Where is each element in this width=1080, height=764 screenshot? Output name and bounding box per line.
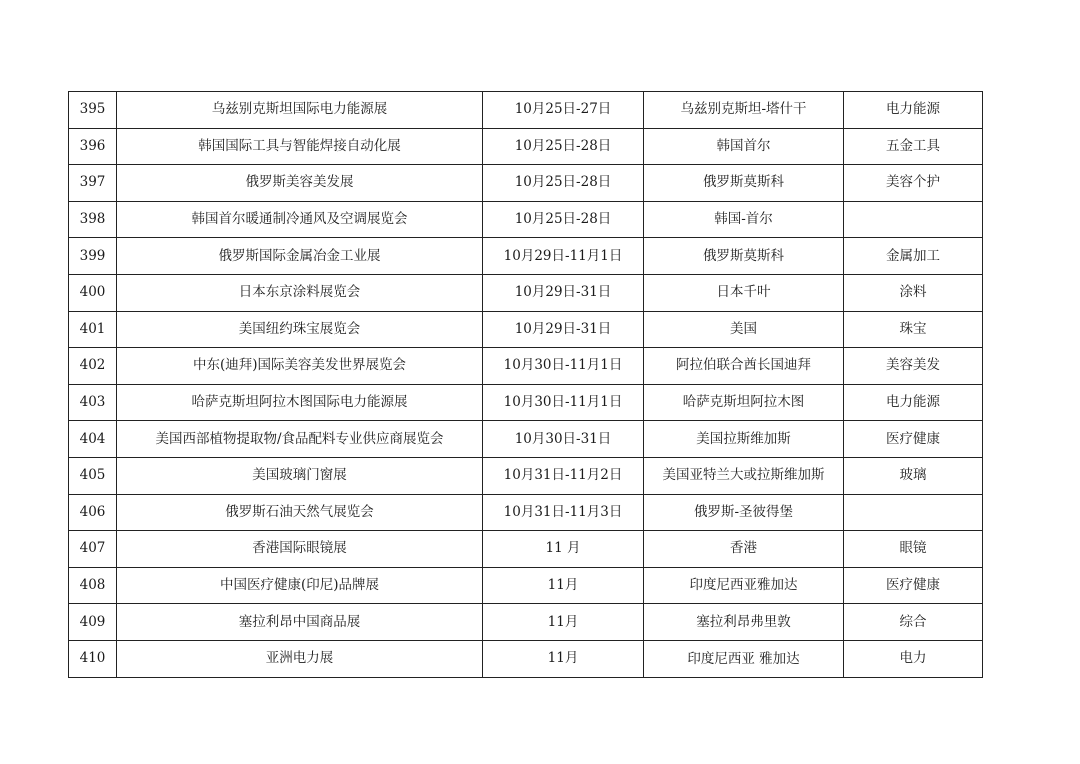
exhibition-name: 俄罗斯石油天然气展览会 xyxy=(117,494,483,531)
exhibition-name: 韩国首尔暖通制冷通风及空调展览会 xyxy=(117,201,483,238)
exhibition-table xyxy=(68,91,983,678)
exhibition-location: 印度尼西亚雅加达 xyxy=(644,567,844,604)
exhibition-location: 日本千叶 xyxy=(644,274,844,311)
exhibition-date: 10月29日-11月1日 xyxy=(483,238,644,275)
exhibition-location: 美国拉斯维加斯 xyxy=(644,421,844,458)
row-number: 401 xyxy=(69,311,117,348)
row-number: 402 xyxy=(69,348,117,385)
exhibition-location: 哈萨克斯坦阿拉木图 xyxy=(644,384,844,421)
exhibition-date: 10月25日-28日 xyxy=(483,201,644,238)
exhibition-location: 阿拉伯联合酋长国迪拜 xyxy=(644,348,844,385)
exhibition-name: 中国医疗健康(印尼)品牌展 xyxy=(117,567,483,604)
exhibition-date: 10月30日-31日 xyxy=(483,421,644,458)
exhibition-category: 美容个护 xyxy=(844,165,983,202)
exhibition-name: 韩国国际工具与智能焊接自动化展 xyxy=(117,128,483,165)
exhibition-date: 10月25日-28日 xyxy=(483,128,644,165)
exhibition-name: 日本东京涂料展览会 xyxy=(117,274,483,311)
row-number: 398 xyxy=(69,201,117,238)
row-number: 400 xyxy=(69,274,117,311)
row-number: 404 xyxy=(69,421,117,458)
table-row xyxy=(69,128,983,165)
row-number: 407 xyxy=(69,531,117,568)
row-number: 395 xyxy=(69,92,117,129)
exhibition-category: 珠宝 xyxy=(844,311,983,348)
exhibition-date: 10月30日-11月1日 xyxy=(483,348,644,385)
row-number: 397 xyxy=(69,165,117,202)
exhibition-date: 11月 xyxy=(483,640,644,677)
exhibition-name: 亚洲电力展 xyxy=(117,640,483,677)
exhibition-category: 医疗健康 xyxy=(844,421,983,458)
exhibition-location: 香港 xyxy=(644,531,844,568)
exhibition-name: 美国西部植物提取物/食品配料专业供应商展览会 xyxy=(117,421,483,458)
exhibition-category: 金属加工 xyxy=(844,238,983,275)
row-number: 405 xyxy=(69,457,117,494)
row-number: 399 xyxy=(69,238,117,275)
exhibition-date: 11月 xyxy=(483,604,644,641)
exhibition-table-body xyxy=(69,92,983,678)
table-row xyxy=(69,165,983,202)
exhibition-category xyxy=(844,201,983,238)
exhibition-name: 乌兹别克斯坦国际电力能源展 xyxy=(117,92,483,129)
exhibition-name: 香港国际眼镜展 xyxy=(117,531,483,568)
exhibition-name: 俄罗斯美容美发展 xyxy=(117,165,483,202)
exhibition-category: 涂料 xyxy=(844,274,983,311)
table-row xyxy=(69,640,983,677)
exhibition-location: 俄罗斯莫斯科 xyxy=(644,165,844,202)
exhibition-category: 电力能源 xyxy=(844,92,983,129)
row-number: 406 xyxy=(69,494,117,531)
exhibition-name: 美国玻璃门窗展 xyxy=(117,457,483,494)
exhibition-location: 乌兹别克斯坦-塔什干 xyxy=(644,92,844,129)
table-row xyxy=(69,201,983,238)
table-row xyxy=(69,92,983,129)
table-row xyxy=(69,457,983,494)
table-row xyxy=(69,348,983,385)
exhibition-date: 10月31日-11月3日 xyxy=(483,494,644,531)
exhibition-location: 俄罗斯莫斯科 xyxy=(644,238,844,275)
row-number: 410 xyxy=(69,640,117,677)
exhibition-date: 10月29日-31日 xyxy=(483,274,644,311)
exhibition-date: 10月25日-28日 xyxy=(483,165,644,202)
exhibition-category: 眼镜 xyxy=(844,531,983,568)
exhibition-date: 11月 xyxy=(483,567,644,604)
exhibition-location: 韩国-首尔 xyxy=(644,201,844,238)
exhibition-date: 10月29日-31日 xyxy=(483,311,644,348)
exhibition-name: 哈萨克斯坦阿拉木图国际电力能源展 xyxy=(117,384,483,421)
exhibition-location: 美国 xyxy=(644,311,844,348)
exhibition-location: 印度尼西亚 雅加达 xyxy=(644,640,844,677)
exhibition-location: 美国亚特兰大或拉斯维加斯 xyxy=(644,457,844,494)
exhibition-category xyxy=(844,494,983,531)
row-number: 409 xyxy=(69,604,117,641)
exhibition-category: 医疗健康 xyxy=(844,567,983,604)
exhibition-name: 塞拉利昂中国商品展 xyxy=(117,604,483,641)
table-row xyxy=(69,384,983,421)
exhibition-date: 10月30日-11月1日 xyxy=(483,384,644,421)
exhibition-category: 五金工具 xyxy=(844,128,983,165)
exhibition-category: 电力能源 xyxy=(844,384,983,421)
table-row xyxy=(69,494,983,531)
exhibition-name: 美国纽约珠宝展览会 xyxy=(117,311,483,348)
table-row xyxy=(69,531,983,568)
table-row xyxy=(69,311,983,348)
table-row xyxy=(69,567,983,604)
exhibition-category: 美容美发 xyxy=(844,348,983,385)
row-number: 408 xyxy=(69,567,117,604)
exhibition-category: 综合 xyxy=(844,604,983,641)
table-row xyxy=(69,238,983,275)
table-row xyxy=(69,421,983,458)
exhibition-date: 10月31日-11月2日 xyxy=(483,457,644,494)
exhibition-category: 玻璃 xyxy=(844,457,983,494)
row-number: 396 xyxy=(69,128,117,165)
exhibition-location: 俄罗斯-圣彼得堡 xyxy=(644,494,844,531)
exhibition-category: 电力 xyxy=(844,640,983,677)
exhibition-date: 10月25日-27日 xyxy=(483,92,644,129)
exhibition-location: 韩国首尔 xyxy=(644,128,844,165)
table-row xyxy=(69,274,983,311)
exhibition-name: 中东(迪拜)国际美容美发世界展览会 xyxy=(117,348,483,385)
table-row xyxy=(69,604,983,641)
exhibition-location: 塞拉利昂弗里敦 xyxy=(644,604,844,641)
row-number: 403 xyxy=(69,384,117,421)
exhibition-date: 11 月 xyxy=(483,531,644,568)
exhibition-name: 俄罗斯国际金属冶金工业展 xyxy=(117,238,483,275)
